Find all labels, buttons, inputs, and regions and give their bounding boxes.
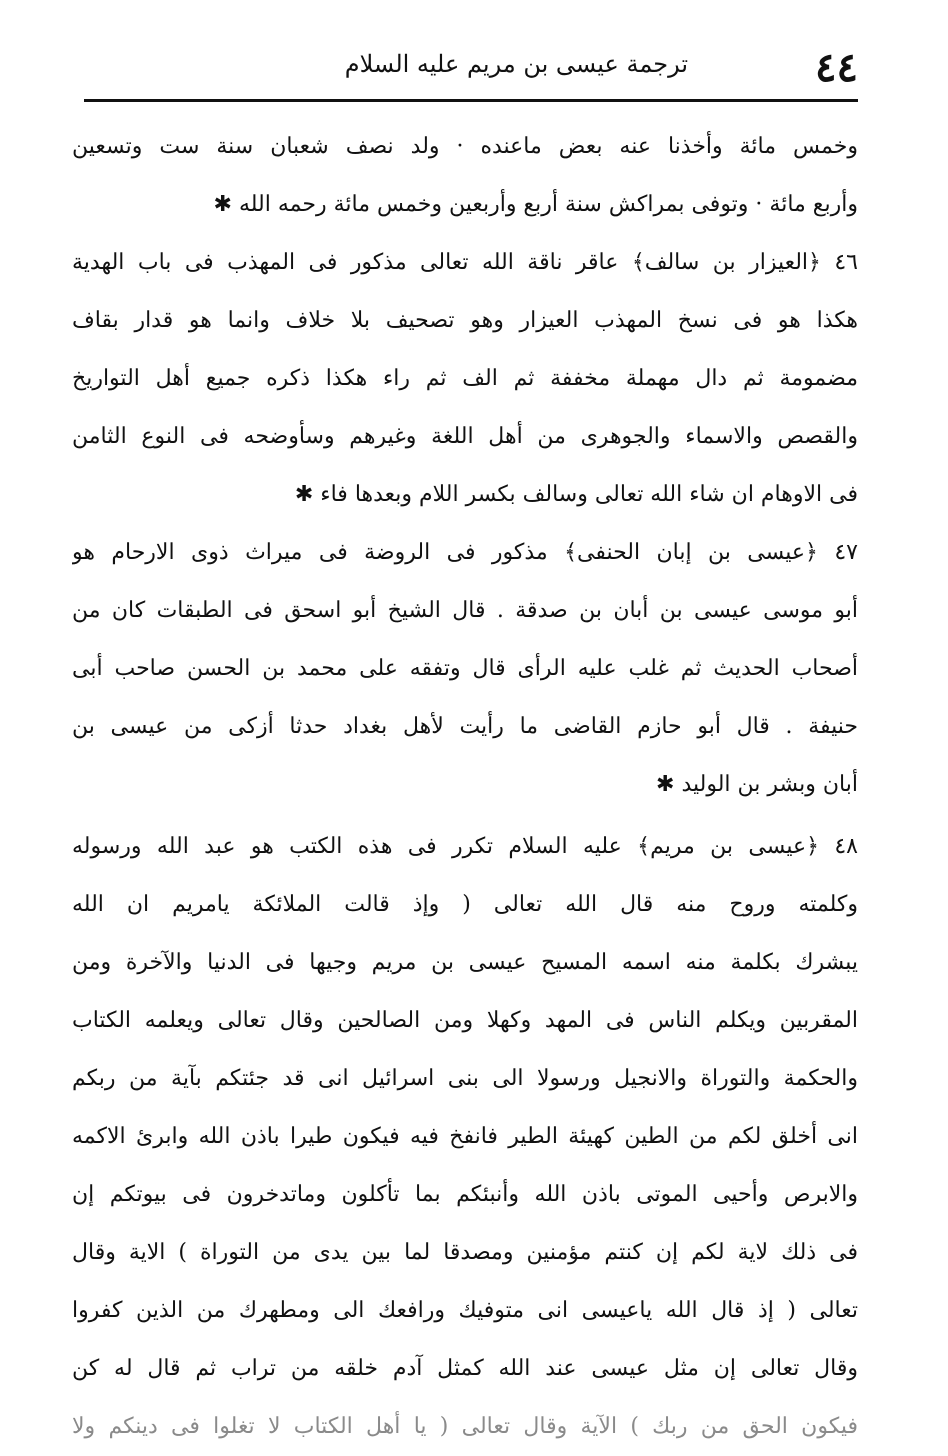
text-line: وكلمته وروح منه قال الله تعالى ( وإذ قالت الملائكة يامريم ان الله — [72, 892, 858, 917]
text-line: أبان وبشر بن الوليد ✱ — [656, 772, 858, 797]
text-line: انى أخلق لكم من الطين كهيئة الطير فانفخ فيه فيكون طيرا باذن الله وابرئ الاكمه — [72, 1124, 858, 1149]
text-line: حنيفة . قال أبو حازم القاضى ما رأيت لأهل بغداد حدثا أزكى من عيسى بن — [72, 714, 858, 739]
text-line: والقصص والاسماء والجوهرى من أهل اللغة وغيرهم وسأوضحه فى النوع الثامن — [72, 424, 858, 449]
text-line: والحكمة والتوراة والانجيل ورسولا الى بنى اسرائيل انى قد جئتكم بآية من ربكم — [72, 1066, 858, 1091]
entry-48-heading-line: ٤٨ ﴿عيسى بن مريم﴾ عليه السلام تكرر فى هذه الكتب هو عبد الله ورسوله — [72, 834, 858, 859]
text-line: فى الاوهام ان شاء الله تعالى وسالف بكسر اللام وبعدها فاء ✱ — [294, 482, 858, 507]
entry-47-heading-line: ٤٧ ﴿عيسى بن إبان الحنفى﴾ مذكور فى الروضة فى ميراث ذوى الارحام هو — [72, 540, 858, 565]
text-line: أصحاب الحديث ثم غلب عليه الرأى قال وتفقه على محمد بن الحسن صاحب أبى — [72, 656, 858, 681]
text-line: وخمس مائة وأخذنا عنه بعض ماعنده · ولد نصف شعبان سنة ست وتسعين — [72, 134, 858, 159]
text-line-faded: فيكون الحق من ربك ) الآية وقال تعالى ( يا أهل الكتاب لا تغلوا فى دينكم ولا — [72, 1414, 858, 1439]
page-header — [84, 38, 858, 98]
header-rule — [84, 99, 858, 102]
text-line: وأربع مائة · وتوفى بمراكش سنة أربع وأربعين وخمس مائة رحمه الله ✱ — [213, 192, 858, 217]
text-line: مضمومة ثم دال مهملة مخففة ثم الف ثم راء هكذا ذكره جميع أهل التواريخ — [72, 366, 858, 391]
text-line: والابرص وأحيى الموتى باذن الله وأنبئكم بما تأكلون وماتدخرون فى بيوتكم إن — [72, 1182, 858, 1207]
text-line: فى ذلك لاية لكم إن كنتم مؤمنين ومصدقا لما بين يدى من التوراة ) الاية وقال — [72, 1240, 858, 1265]
text-line: المقربين ويكلم الناس فى المهد وكهلا ومن الصالحين وقال تعالى ويعلمه الكتاب — [72, 1008, 858, 1033]
page-number: ٤٤ — [815, 44, 858, 91]
text-line: يبشرك بكلمة منه اسمه المسيح عيسى بن مريم وجيها فى الدنيا والآخرة ومن — [72, 950, 858, 975]
text-line: تعالى ( إذ قال الله ياعيسى انى متوفيك ورافعك الى ومطهرك من الذين كفروا — [72, 1298, 858, 1323]
text-line: وقال تعالى إن مثل عيسى عند الله كمثل آدم خلقه من تراب ثم قال له كن — [72, 1356, 858, 1381]
entry-46-heading-line: ٤٦ ﴿العيزار بن سالف﴾ عاقر ناقة الله تعالى مذكور فى المهذب فى باب الهدية — [72, 250, 858, 275]
text-line: هكذا هو فى نسخ المهذب العيزار وهو تصحيف بلا خلاف وانما هو قدار بقاف — [72, 308, 858, 333]
text-line: أبو موسى عيسى بن أبان بن صدقة . قال الشيخ أبو اسحق فى الطبقات كان من — [72, 598, 858, 623]
running-head: ترجمة عيسى بن مريم عليه السلام — [344, 50, 688, 78]
page-body — [72, 118, 858, 1456]
